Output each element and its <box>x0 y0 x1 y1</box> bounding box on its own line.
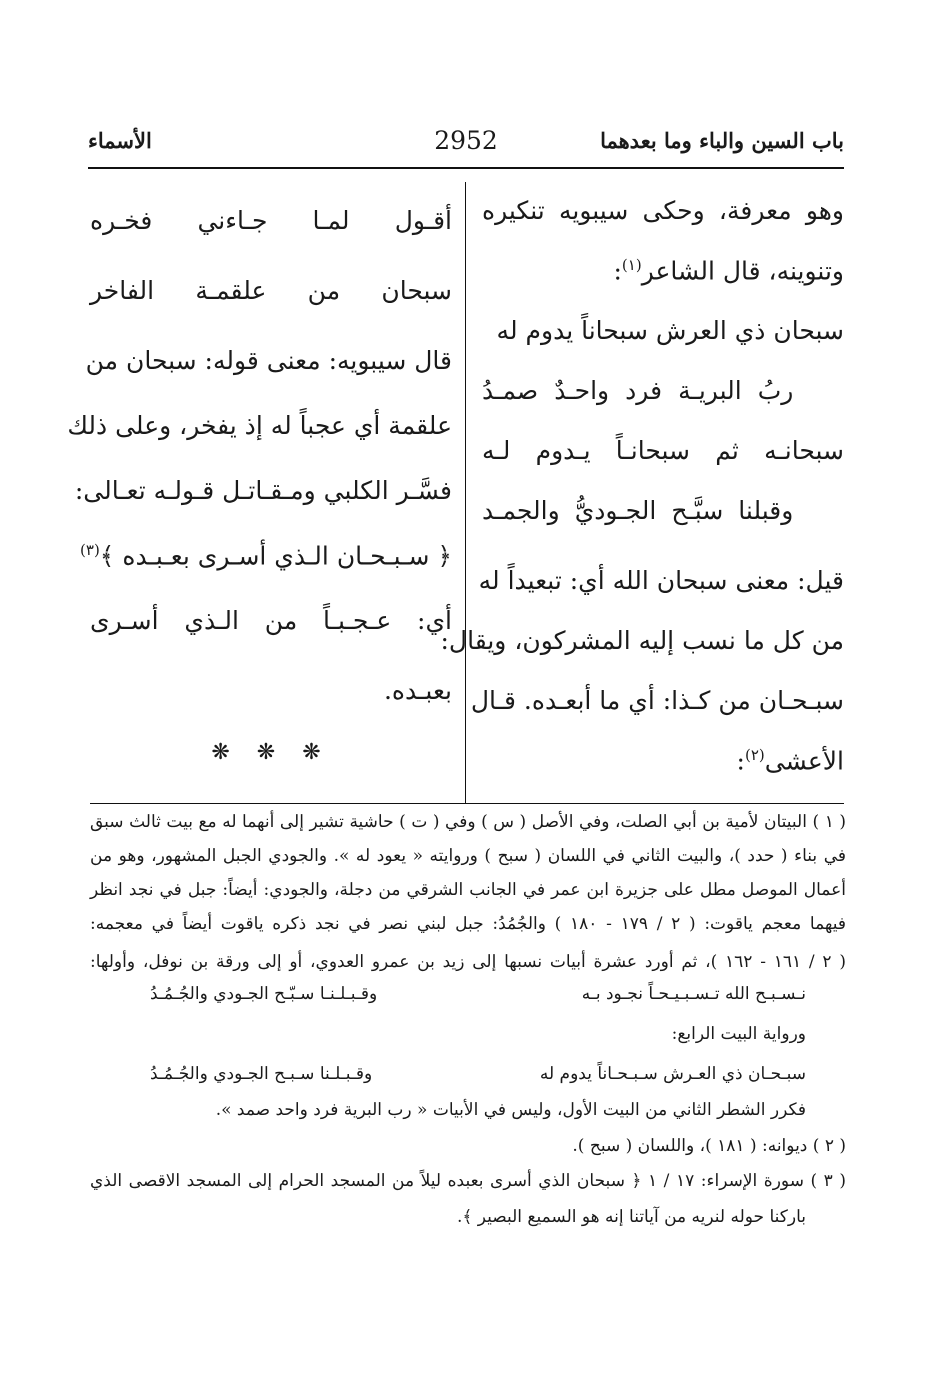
footnote-line: ( ١ ) البيتان لأمية بن أبي الصلت، وفي الأصل ( س ) وفي ( ت ) حاشية تشير إلى أنهما له مع بيت ثالث سبق <box>90 812 847 832</box>
text-line: سبـحـان من كـذا: أي ما أبعـده. قـال <box>470 686 844 715</box>
footnote-line: فيهما معجم ياقوت: ( ٢ / ١٧٩ - ١٨٠ ) والجُمُدُ: جبل لبني نصر في نجد ذكره ياقوت أيضاً في معجمه: <box>90 914 846 934</box>
footnote-line: في بناء ( حدد )، والبيت الثاني في اللسان ( سبح ) وروايته « يعود له ». والجودي الجبل المشهور، وهو من <box>90 846 846 866</box>
verse-line: ربُ البريـة فرد واحـدٌ صمـدُ <box>482 376 794 405</box>
text-line: فسَّـر الكلبي ومـقـاتـل قـولـه تعـالى: <box>74 476 452 505</box>
text-line: وهو معرفة، وحكى سيبويه تنكيره <box>482 196 844 225</box>
text-line <box>482 256 844 316</box>
verse-hemistich: نـسـبـح الله تـسـبـيـحـاً نجـود بـه <box>581 984 806 1004</box>
verse-hemistich: وقـبـلـنا سـبـح الجـودي والجُـمُـدُ <box>150 1064 373 1084</box>
text-line: من كل ما نسب إليه المشركون، ويقال: <box>440 626 844 655</box>
header-rule <box>88 167 844 169</box>
footnote-ref: (٣) <box>80 541 100 559</box>
verse-hemistich: سبـحـان ذي العـرش سـبـحـاناً يدوم له <box>539 1064 806 1084</box>
footnote-line: ( ٢ / ١٦١ - ١٦٢ )، ثم أورد عشرة أبيات نسبها إلى زيد بن عمرو العدوي، أو إلى ورقة بن نوفل، وأولها: <box>90 952 846 972</box>
verse-hemistich: وقـبـلـنـا سـبّـح الجـودي والجُـمُـدُ <box>150 984 378 1004</box>
verse-line: سبحان ذي العرش سبحاناً يدوم له <box>496 316 844 345</box>
footnote-line: فكرر الشطر الثاني من البيت الأول، وليس في الأبيات « رب البرية فرد واحد صمد ». <box>215 1100 806 1120</box>
book-title: الأسماء <box>88 128 152 153</box>
text-line: بعبـده. <box>383 676 452 705</box>
footnote-line: ورواية البيت الرابع: <box>671 1024 806 1044</box>
footnote-verse <box>90 984 846 1014</box>
footnote-line: ( ٢ ) ديوانه: ( ١٨١ )، واللسان ( سبح ). <box>572 1136 846 1156</box>
footnote-line: أعمال الموصل مطل على جزيرة ابن عمر في الجانب الشرقي من دجلة، والجودي: أيضاً: جبل في نجد انظر <box>90 880 846 900</box>
colon: : <box>613 256 622 286</box>
text-line-content: الأعشى <box>764 746 844 776</box>
verse-line: وقبلنا سبَّـح الجـوديُّ والجمـد <box>482 496 794 525</box>
footnote-line: ( ٣ ) سورة الإسراء: ١٧ / ١ ﴿ سبحان الذي أسرى بعبده ليلاً من المسجد الحرام إلى المسجد الاقصى الذي <box>90 1171 846 1191</box>
quran-quote <box>80 541 452 601</box>
separator-stars: ❋ ❋ ❋ <box>211 740 331 765</box>
page-number: 2952 <box>434 126 498 155</box>
text-line <box>482 746 844 806</box>
text-line-content: وتنوينه، قال الشاعر <box>641 256 844 286</box>
section-title: باب السين والباء وما بعدهما <box>600 128 844 153</box>
footnote-ref: (٢) <box>744 746 765 764</box>
footnote-line: باركنا حوله لنريه من آياتنا إنه هو السميع البصير ﴾. <box>456 1207 806 1227</box>
footnote-ref: (١) <box>621 256 642 274</box>
verse-line: سبحان من علقمـة الفاخر <box>90 276 452 305</box>
text-line: أي: عـجـبـاً من الـذي أسـرى <box>90 606 452 635</box>
quran-quote-text: ﴿ سـبـحـان الـذي أسـرى بعـبـده ﴾ <box>99 541 452 571</box>
text-line: علقمة أي عجباً له إذ يفخر، وعلى ذلك <box>67 411 452 440</box>
column-divider <box>465 182 466 804</box>
verse-line: سبحانـه ثم سبحانـاً يـدوم لـه <box>482 436 844 465</box>
text-line: قال سيبويه: معنى قوله: سبحان من <box>85 346 452 375</box>
text-line: قيل: معنى سبحان الله أي: تبعيداً له <box>478 566 844 595</box>
running-header <box>88 128 844 172</box>
footnote-verse <box>90 1064 846 1094</box>
verse-line: أقـول لمـا جـاءني فخـره <box>90 206 452 235</box>
footnote-rule <box>90 803 844 804</box>
colon: : <box>736 746 745 776</box>
